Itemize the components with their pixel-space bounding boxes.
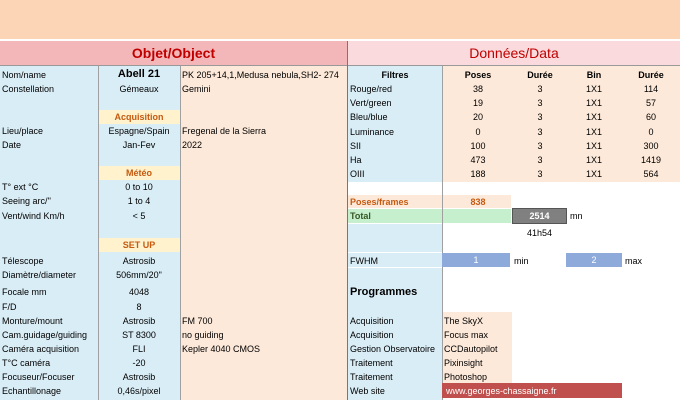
filter-duree-cell: 3 <box>537 140 543 151</box>
extra-mount: FM 700 <box>182 316 213 326</box>
poses-frames-label: Poses/frames <box>350 197 409 207</box>
fwhm-min-value: 1 <box>473 255 479 265</box>
filter-total-cell: 57 <box>645 98 656 109</box>
filter-poses-cell: 473 <box>470 155 486 165</box>
data-header-title: Données/Data <box>469 45 559 61</box>
programmes-title: Programmes <box>350 286 418 298</box>
filter-duree-cell: 3 <box>537 98 543 109</box>
value-mount: Astrosib <box>122 316 156 326</box>
extra-name: PK 205+14,1,Medusa nebula,SH2- 274 <box>182 70 339 80</box>
label-focuser: Focuseur/Focuser <box>2 372 75 382</box>
extra-guiding: no guiding <box>182 330 224 340</box>
extra-place: Fregenal de la Sierra <box>182 126 267 136</box>
label-wind: Vent/wind Km/h <box>2 211 65 221</box>
filter-duree-cell: 3 <box>537 112 543 123</box>
filter-poses-cell: 100 <box>470 140 486 151</box>
programme-value-2: Focus max <box>444 330 489 340</box>
programme-value-1: The SkyX <box>444 316 484 326</box>
filter-poses-cell: 20 <box>472 112 483 123</box>
total-blue-bg <box>348 224 442 252</box>
filter-bin-cell: 1X1 <box>585 169 602 180</box>
filter-name-cell: Rouge/red <box>350 84 393 94</box>
section-meteo: Météo <box>125 168 152 178</box>
col-header-bin: Bin <box>586 70 602 80</box>
value-place: Espagne/Spain <box>108 126 170 136</box>
fwhm-max-value: 2 <box>591 255 597 265</box>
label-mount: Monture/mount <box>2 316 63 326</box>
fwhm-min-label: min <box>514 256 529 266</box>
programme-label-3: Gestion Observatoire <box>350 344 436 354</box>
total-hours-minutes: 41h54 <box>526 228 553 238</box>
filter-total-cell: 300 <box>643 140 659 151</box>
extra-camera: Kepler 4040 CMOS <box>182 344 261 354</box>
total-value: 2514 <box>529 211 550 221</box>
filter-total-cell: 0 <box>648 126 654 137</box>
fwhm-label: FWHM <box>350 256 378 266</box>
poses-frames-total: 838 <box>470 197 486 207</box>
filter-total-cell: 564 <box>643 169 659 180</box>
filter-name-cell: SII <box>350 140 362 151</box>
filter-duree-cell: 3 <box>537 155 543 165</box>
filter-bin-cell: 1X1 <box>585 98 602 109</box>
extra-constellation: Gemini <box>182 84 211 94</box>
label-date: Date <box>2 140 22 150</box>
value-camera-temp: -20 <box>132 358 146 368</box>
programme-label-4: Traitement <box>350 358 393 368</box>
filter-total-cell: 60 <box>645 112 656 123</box>
fwhm-max-label: max <box>625 256 643 266</box>
col-header-total: Durée <box>638 70 664 80</box>
filter-name-cell: Bleu/blue <box>350 112 388 123</box>
value-date: Jan-Fev <box>122 140 156 150</box>
label-focal: Focale mm <box>2 287 47 297</box>
section-acquisition: Acquisition <box>114 112 164 122</box>
programme-label-1: Acquisition <box>350 316 394 326</box>
filter-bin-cell: 1X1 <box>585 155 602 165</box>
total-label: Total <box>350 211 371 221</box>
top-banner <box>0 0 680 39</box>
programme-value-4: Pixinsight <box>444 358 483 368</box>
label-fd: F/D <box>2 302 17 312</box>
value-sampling: 0,46s/pixel <box>117 386 161 396</box>
programme-label-6: Web site <box>350 386 385 396</box>
programme-value-3: CCDautopilot <box>444 344 498 354</box>
label-name: Nom/name <box>2 70 47 80</box>
website-link[interactable]: www.georges-chassaigne.fr <box>446 386 557 396</box>
value-name: Abell 21 <box>117 68 161 80</box>
filter-total-cell: 114 <box>643 84 659 94</box>
filter-name-cell: OIII <box>350 169 365 180</box>
label-sampling: Echantillonage <box>2 386 62 396</box>
col-header-duration: Durée <box>527 70 553 80</box>
value-seeing: 1 to 4 <box>127 196 151 206</box>
label-constellation: Constellation <box>2 84 55 94</box>
label-place: Lieu/place <box>2 126 44 136</box>
object-header-title: Objet/Object <box>131 45 216 61</box>
label-camera: Caméra acquisition <box>2 344 80 354</box>
filter-poses-cell: 38 <box>472 84 483 94</box>
value-guiding: ST 8300 <box>122 330 156 340</box>
filter-poses-cell: 19 <box>472 98 483 109</box>
col-header-poses: Poses <box>464 70 492 80</box>
filter-duree-cell: 3 <box>537 126 543 137</box>
programme-label-5: Traitement <box>350 372 393 382</box>
filter-name-cell: Vert/green <box>350 98 392 109</box>
filter-bin-cell: 1X1 <box>585 140 602 151</box>
label-diameter: Diamètre/diameter <box>2 270 77 280</box>
filter-bin-cell: 1X1 <box>585 84 602 94</box>
divider-mid <box>180 66 181 400</box>
label-seeing: Seeing arc/'' <box>2 196 51 206</box>
programme-label-2: Acquisition <box>350 330 394 340</box>
total-unit: mn <box>570 211 583 221</box>
filter-duree-cell: 3 <box>537 169 543 180</box>
label-telescope: Télescope <box>2 256 44 266</box>
object-header <box>0 41 347 66</box>
value-focal: 4048 <box>128 287 150 297</box>
filter-total-cell: 1419 <box>640 155 662 165</box>
value-focuser: Astrosib <box>122 372 156 382</box>
value-wind: < 5 <box>132 211 146 221</box>
programme-value-5: Photoshop <box>444 372 488 382</box>
divider-center <box>347 41 348 400</box>
label-text: T° ext °C <box>2 182 39 192</box>
col-header-filters: Filtres <box>381 70 409 80</box>
filter-name-cell: Luminance <box>350 126 395 137</box>
value-camera: FLI <box>132 344 146 354</box>
data-header <box>348 41 680 66</box>
filter-bin-cell: 1X1 <box>585 126 602 137</box>
value-diameter: 506mm/20" <box>116 270 162 280</box>
extra-date: 2022 <box>182 140 203 150</box>
filter-name-cell: Ha <box>350 155 362 165</box>
filter-duree-cell: 3 <box>537 84 543 94</box>
filter-poses-cell: 0 <box>475 126 481 137</box>
value-fd: 8 <box>136 302 142 312</box>
value-text: 0 to 10 <box>125 182 153 192</box>
label-camera-temp: T°C caméra <box>2 358 51 368</box>
section-setup: SET UP <box>122 240 156 250</box>
filter-poses-cell: 188 <box>470 169 486 180</box>
value-constellation: Gémeaux <box>119 84 159 94</box>
value-telescope: Astrosib <box>122 256 156 266</box>
filter-bin-cell: 1X1 <box>585 112 602 123</box>
label-guiding: Cam.guidage/guiding <box>2 330 88 340</box>
